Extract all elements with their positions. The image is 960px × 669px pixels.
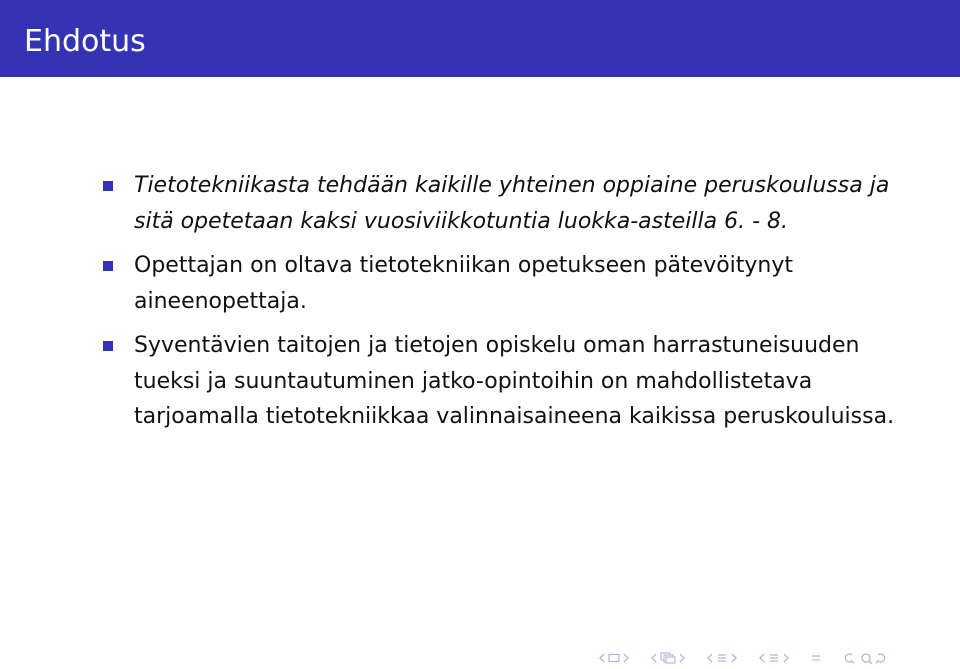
bullet-square-icon <box>103 261 113 271</box>
bullet-text: Opettajan on oltava tietotekniikan opetukseen pätevöitynyt aineenopettaja. <box>134 253 794 314</box>
nav-right-arrow-icon[interactable] <box>622 653 630 663</box>
slide-title: Ehdotus <box>24 24 146 59</box>
beamer-navigation-bar <box>598 650 894 666</box>
nav-left-arrow-icon[interactable] <box>650 653 658 663</box>
subsection-icon[interactable] <box>716 652 728 664</box>
slide-icon[interactable] <box>608 653 620 663</box>
bullet-text: Tietotekniikasta tehdään kaikille yhteinen oppiaine peruskoulussa ja sitä opetetaan kaksi vuosiviikkotuntia luokka-asteilla 6. - 8. <box>134 173 890 234</box>
nav-left-arrow-icon[interactable] <box>598 653 606 663</box>
bullet-square-icon <box>103 181 113 191</box>
section-navigation[interactable] <box>758 652 790 664</box>
search-icon[interactable] <box>842 651 894 665</box>
nav-left-arrow-icon[interactable] <box>706 653 714 663</box>
search-navigation[interactable] <box>842 651 894 665</box>
nav-right-arrow-icon[interactable] <box>782 653 790 663</box>
nav-left-arrow-icon[interactable] <box>758 653 766 663</box>
align-navigation[interactable] <box>810 652 822 664</box>
frame-icon[interactable] <box>660 652 676 664</box>
nav-right-arrow-icon[interactable] <box>730 653 738 663</box>
bullet-item <box>103 248 903 319</box>
bullet-item <box>103 168 903 239</box>
bullet-square-icon <box>103 341 113 351</box>
section-icon[interactable] <box>768 652 780 664</box>
align-icon[interactable] <box>810 652 822 664</box>
nav-right-arrow-icon[interactable] <box>678 653 686 663</box>
title-bar <box>0 0 960 77</box>
bullet-text: Syventävien taitojen ja tietojen opiskelu oman harrastuneisuuden tueksi ja suuntautuminen jatko-opintoihin on mahdollistetava tarjoamalla tietotekniikkaa valinnaisaineena kaikissa peruskouluissa. <box>134 333 895 429</box>
bullet-item <box>103 328 903 435</box>
slide-navigation[interactable] <box>598 653 630 663</box>
frame-navigation[interactable] <box>650 652 686 664</box>
slide-content <box>103 168 903 444</box>
subsection-navigation[interactable] <box>706 652 738 664</box>
